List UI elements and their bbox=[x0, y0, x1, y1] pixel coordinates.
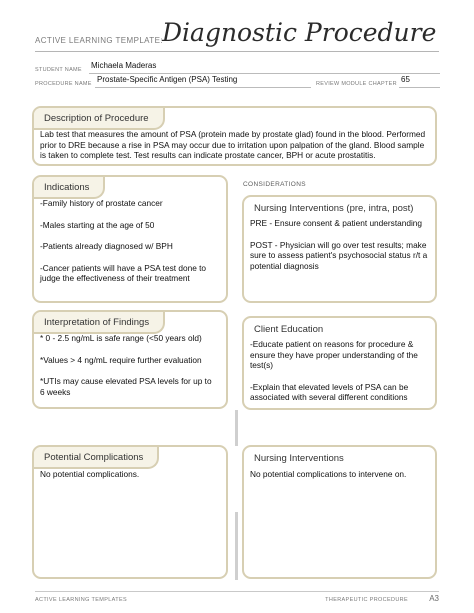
client-education-item[interactable]: -Educate patient on reasons for procedure & ensure they have proper understanding of the test(s) bbox=[250, 339, 418, 370]
client-education-item[interactable]: -Explain that elevated levels of PSA can be associated with several different conditions bbox=[250, 381, 409, 402]
indications-box bbox=[32, 175, 228, 303]
indication-item[interactable]: -Family history of prostate cancer bbox=[40, 198, 163, 208]
nursing-interventions-bottom-text[interactable]: No potential complications to intervene on. bbox=[250, 469, 407, 479]
review-module-line bbox=[399, 87, 440, 88]
description-box bbox=[32, 106, 437, 166]
indication-item[interactable]: -Patients already diagnosed w/ BPH bbox=[40, 241, 173, 251]
client-education-box bbox=[242, 316, 437, 410]
template-label: ACTIVE LEARNING TEMPLATE: bbox=[35, 36, 163, 45]
description-text[interactable]: Lab test that measures the amount of PSA (protein made by prostate glad) found in the blood. Performed prior to DRE because a rise in PSA may occur due to irritation upon palpation of the gland. Blood sample is taken to complete test. Test results can indicate prostate cancer, BPH or acute prostatitis. bbox=[40, 129, 426, 160]
interpretation-list bbox=[40, 333, 218, 408]
review-module-label: REVIEW MODULE CHAPTER bbox=[316, 81, 397, 87]
client-education-header: Client Education bbox=[254, 324, 324, 335]
interpretation-item[interactable]: *UTIs may cause elevated PSA levels for up to 6 weeks bbox=[40, 376, 212, 397]
interpretation-item[interactable]: *Values > 4 ng/mL require further evaluation bbox=[40, 354, 202, 365]
header-divider bbox=[35, 51, 439, 52]
indications-header: Indications bbox=[34, 177, 105, 199]
page-number: A3 bbox=[429, 594, 439, 603]
interpretation-box bbox=[32, 310, 228, 409]
procedure-name-label: PROCEDURE NAME bbox=[35, 81, 92, 87]
review-module-field[interactable]: 65 bbox=[401, 75, 410, 84]
student-name-label: STUDENT NAME bbox=[35, 67, 82, 73]
nursing-interventions-bottom-header: Nursing Interventions bbox=[254, 453, 344, 464]
complications-text[interactable]: No potential complications. bbox=[40, 469, 140, 479]
template-title: Diagnostic Procedure bbox=[162, 18, 437, 47]
nursing-interventions-list bbox=[250, 218, 429, 282]
footer-divider bbox=[35, 591, 439, 592]
nursing-interventions-bottom-box bbox=[242, 445, 437, 579]
nursing-intervention-item[interactable]: PRE - Ensure consent & patient understanding bbox=[250, 218, 423, 228]
indication-item[interactable]: -Males starting at the age of 50 bbox=[40, 219, 155, 230]
interpretation-item[interactable]: * 0 - 2.5 ng/mL is safe range (<50 years old) bbox=[40, 333, 202, 343]
student-name-field[interactable]: Michaela Maderas bbox=[91, 61, 157, 70]
footer-right: THERAPEUTIC PROCEDURE bbox=[325, 597, 408, 603]
footer-left: ACTIVE LEARNING TEMPLATES bbox=[35, 597, 127, 603]
connector-line bbox=[235, 410, 238, 446]
complications-header: Potential Complications bbox=[34, 447, 159, 469]
procedure-name-line bbox=[95, 87, 311, 88]
student-name-line bbox=[89, 73, 440, 74]
considerations-label: CONSIDERATIONS bbox=[243, 181, 306, 188]
indication-item[interactable]: -Cancer patients will have a PSA test done to judge the effectiveness of their treatment bbox=[40, 262, 207, 283]
nursing-interventions-header: Nursing Interventions (pre, intra, post) bbox=[254, 203, 414, 214]
nursing-intervention-item[interactable]: POST - Physician will go over test results; make sure to assess patient's psychosocial status r/t a potential diagnosis bbox=[250, 239, 428, 271]
client-education-list bbox=[250, 339, 429, 410]
indications-list bbox=[40, 198, 218, 295]
complications-box bbox=[32, 445, 228, 579]
procedure-name-field[interactable]: Prostate-Specific Antigen (PSA) Testing bbox=[97, 75, 238, 84]
connector-line bbox=[235, 512, 238, 580]
interpretation-header: Interpretation of Findings bbox=[34, 312, 165, 334]
nursing-interventions-box bbox=[242, 195, 437, 303]
description-header: Description of Procedure bbox=[34, 108, 165, 130]
